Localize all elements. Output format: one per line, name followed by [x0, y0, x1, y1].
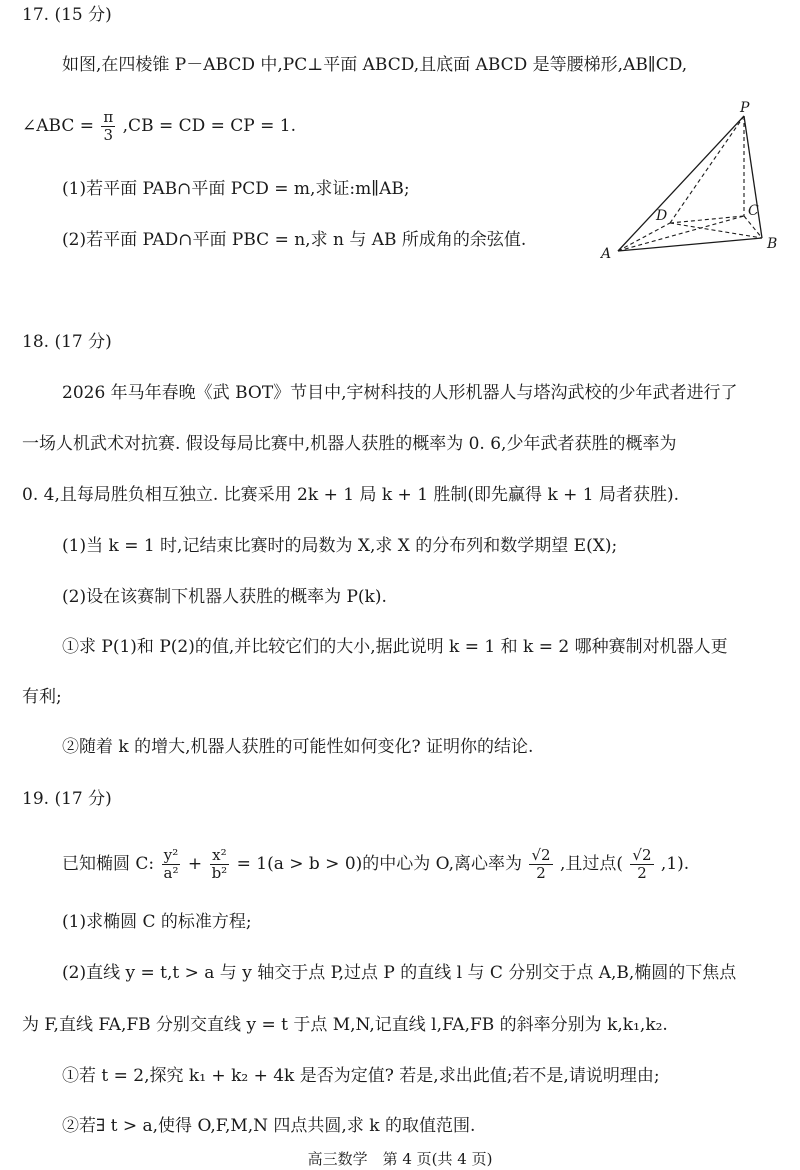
edge-pb [744, 116, 762, 238]
q19-plus: + [187, 854, 203, 874]
q18-heading: 18. (17 分) [22, 332, 112, 352]
pyramid-figure [598, 98, 788, 263]
q18-sub-1-line-2: 有利; [22, 687, 62, 707]
q19-point-x [630, 848, 653, 881]
q17-angle-numerator: π [103, 108, 114, 126]
q17-heading: 17. (15 分) [22, 5, 112, 25]
q19-point-x-numerator: √2 [632, 846, 652, 864]
q18-part-2: (2)设在该赛制下机器人获胜的概率为 P(k). [62, 587, 387, 607]
q19-sub-2: ②若∃ t > a,使得 O,F,M,N 四点共圆,求 k 的取值范围. [62, 1116, 476, 1136]
q17-stem-line-2 [22, 110, 296, 143]
q17-angle-denominator: 3 [103, 126, 114, 144]
q19-a-denominator: a² [163, 864, 179, 882]
q18-stem-line-2: 一场人机武术对抗赛. 假设每局比赛中,机器人获胜的概率为 0. 6,少年武者获胜的概率为 [22, 434, 677, 454]
diagonal-bd [670, 223, 762, 238]
q18-part-1: (1)当 k = 1 时,记结束比赛时的局数为 X,求 X 的分布列和数学期望 E(X); [62, 536, 618, 556]
q19-x-term [210, 848, 230, 881]
q19-eccentricity-numerator: √2 [531, 846, 551, 864]
q19-sub-1: ①若 t = 2,探究 k₁ + k₂ + 4k 是否为定值? 若是,求出此值;若不是,请说明理由; [62, 1066, 660, 1086]
q17-part-2: (2)若平面 PAD∩平面 PBC = n,求 n 与 AB 所成角的余弦值. [62, 230, 527, 250]
q17-lengths: ,CB = CD = CP = 1. [122, 116, 297, 136]
q19-eccentricity [529, 848, 552, 881]
page-footer: 高三数学 第 4 页(共 4 页) [307, 1150, 493, 1168]
q17-stem-line-1: 如图,在四棱锥 P－ABCD 中,PC⊥平面 ABCD,且底面 ABCD 是等腰梯形,AB∥CD, [62, 55, 688, 75]
q18-sub-1-line-1: ①求 P(1)和 P(2)的值,并比较它们的大小,据此说明 k = 1 和 k = 2 哪种赛制对机器人更 [62, 637, 728, 657]
label-c: C [748, 203, 759, 219]
label-p: P [740, 100, 750, 116]
q19-point-label: ,且过点( [559, 854, 623, 874]
q19-b-denominator: b² [211, 864, 228, 882]
q17-angle-label: ∠ABC = [22, 116, 94, 136]
q17-angle-fraction [101, 110, 115, 143]
q19-y-term [162, 848, 181, 881]
q19-x-numerator: x² [212, 846, 227, 864]
label-d: D [656, 208, 668, 224]
q19-heading: 19. (17 分) [22, 789, 112, 809]
q17-part-1: (1)若平面 PAB∩平面 PCD = m,求证:m∥AB; [62, 179, 410, 199]
q19-part-1: (1)求椭圆 C 的标准方程; [62, 912, 252, 932]
q18-stem-line-3: 0. 4,且每局胜负相互独立. 比赛采用 2k + 1 局 k + 1 胜制(即先赢得 k + 1 局者获胜). [22, 485, 680, 505]
q19-eccentricity-denominator: 2 [536, 864, 546, 882]
q18-stem-line-1: 2026 年马年春晚《武 BOT》节目中,宇树科技的人形机器人与塔沟武校的少年武者进行了 [62, 383, 738, 403]
label-a: A [601, 246, 612, 262]
q19-stem [62, 848, 689, 881]
q19-point-x-denominator: 2 [637, 864, 647, 882]
q18-sub-2: ②随着 k 的增大,机器人获胜的可能性如何变化? 证明你的结论. [62, 737, 534, 757]
q19-part-2-line-1: (2)直线 y = t,t > a 与 y 轴交于点 P,过点 P 的直线 l 与 C 分别交于点 A,B,椭圆的下焦点 [62, 963, 737, 983]
q19-point-rest: ,1). [660, 854, 690, 874]
edge-pa [618, 116, 744, 251]
q19-y-numerator: y² [163, 846, 179, 864]
label-b: B [767, 236, 778, 252]
q19-ellipse-label: 已知椭圆 C: [62, 854, 155, 874]
q19-part-2-line-2: 为 F,直线 FA,FB 分别交直线 y = t 于点 M,N,记直线 l,FA,FB 的斜率分别为 k,k₁,k₂. [22, 1015, 668, 1035]
edge-pd [670, 116, 744, 223]
q19-equation-rest: = 1(a > b > 0)的中心为 O,离心率为 [236, 854, 523, 874]
